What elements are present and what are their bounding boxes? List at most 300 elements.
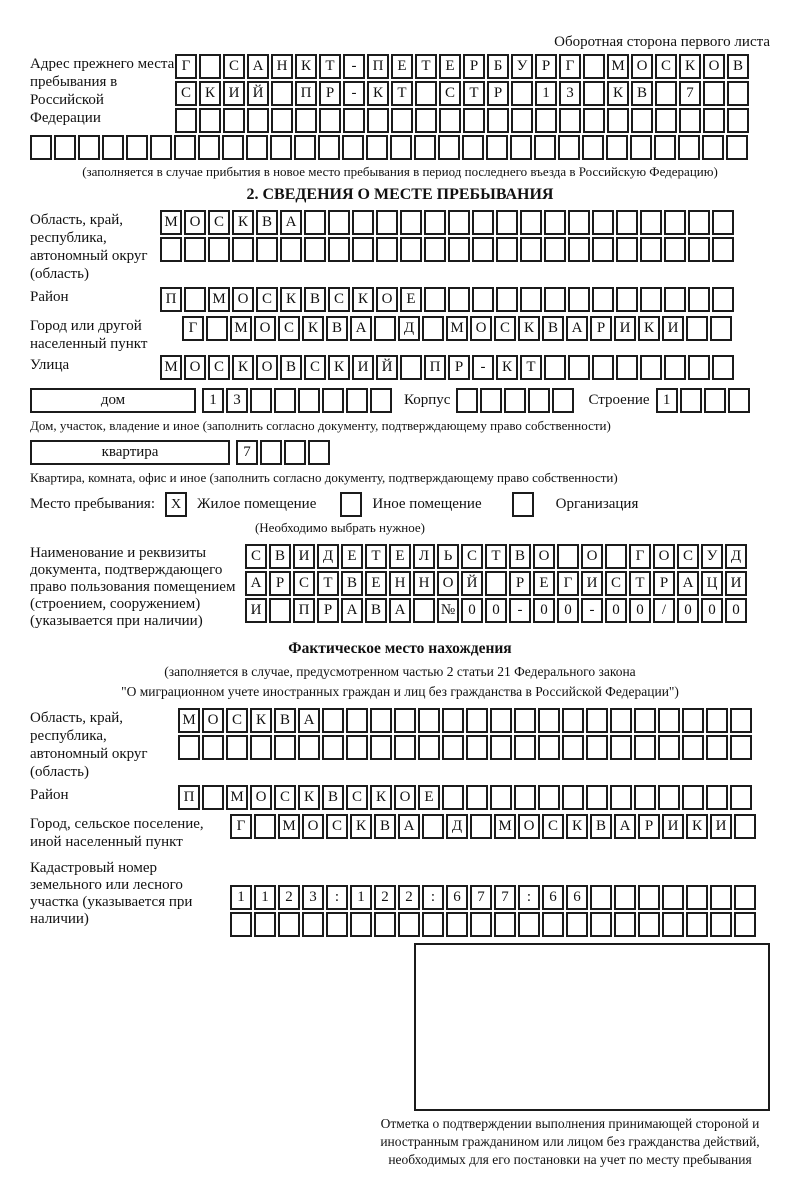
char-box[interactable] — [424, 210, 446, 235]
char-box[interactable] — [520, 210, 542, 235]
char-box[interactable] — [391, 108, 413, 133]
char-box[interactable] — [544, 237, 566, 262]
char-box[interactable] — [544, 355, 566, 380]
char-box[interactable] — [208, 237, 230, 262]
char-box[interactable]: О — [256, 355, 278, 380]
char-box[interactable] — [350, 912, 372, 937]
char-box[interactable]: Е — [418, 785, 440, 810]
char-box[interactable] — [730, 708, 752, 733]
char-box[interactable]: К — [350, 814, 372, 839]
char-box[interactable] — [398, 912, 420, 937]
char-box[interactable]: С — [542, 814, 564, 839]
char-box[interactable]: М — [226, 785, 248, 810]
char-box[interactable]: И — [725, 571, 747, 596]
char-box[interactable]: И — [293, 544, 315, 569]
char-box[interactable]: : — [518, 885, 540, 910]
char-box[interactable]: А — [677, 571, 699, 596]
char-box[interactable]: О — [184, 210, 206, 235]
char-box[interactable]: 0 — [557, 598, 579, 623]
char-box[interactable] — [304, 210, 326, 235]
char-box[interactable] — [568, 287, 590, 312]
char-box[interactable] — [269, 598, 291, 623]
char-box[interactable] — [592, 287, 614, 312]
char-box[interactable] — [688, 355, 710, 380]
char-box[interactable] — [544, 287, 566, 312]
char-box[interactable]: К — [518, 316, 540, 341]
char-box[interactable]: К — [199, 81, 221, 106]
char-box[interactable]: С — [439, 81, 461, 106]
char-box[interactable] — [638, 912, 660, 937]
char-box[interactable] — [462, 135, 484, 160]
char-box[interactable] — [686, 885, 708, 910]
char-box[interactable] — [590, 912, 612, 937]
char-box[interactable] — [640, 287, 662, 312]
char-box[interactable]: О — [581, 544, 603, 569]
char-box[interactable]: С — [208, 355, 230, 380]
char-box[interactable] — [558, 135, 580, 160]
char-box[interactable] — [566, 912, 588, 937]
char-box[interactable]: 3 — [559, 81, 581, 106]
char-box[interactable]: М — [160, 355, 182, 380]
char-box[interactable]: К — [352, 287, 374, 312]
char-box[interactable]: 1 — [350, 885, 372, 910]
char-box[interactable]: А — [350, 316, 372, 341]
char-box[interactable]: О — [470, 316, 492, 341]
char-box[interactable] — [568, 210, 590, 235]
char-box[interactable]: В — [727, 54, 749, 79]
char-box[interactable] — [370, 388, 392, 413]
char-box[interactable] — [614, 885, 636, 910]
char-box[interactable]: М — [160, 210, 182, 235]
char-box[interactable]: А — [398, 814, 420, 839]
char-box[interactable]: : — [326, 885, 348, 910]
char-box[interactable] — [520, 237, 542, 262]
char-box[interactable]: Т — [463, 81, 485, 106]
char-box[interactable]: В — [322, 785, 344, 810]
char-box[interactable] — [486, 135, 508, 160]
char-box[interactable]: Е — [400, 287, 422, 312]
char-box[interactable] — [394, 735, 416, 760]
char-box[interactable] — [592, 210, 614, 235]
char-box[interactable]: О — [703, 54, 725, 79]
char-box[interactable] — [400, 237, 422, 262]
char-box[interactable]: - — [581, 598, 603, 623]
char-box[interactable]: С — [223, 54, 245, 79]
char-box[interactable] — [326, 912, 348, 937]
char-box[interactable]: Г — [230, 814, 252, 839]
char-box[interactable] — [728, 388, 750, 413]
char-box[interactable]: Т — [365, 544, 387, 569]
char-box[interactable] — [422, 912, 444, 937]
char-box[interactable] — [544, 210, 566, 235]
char-box[interactable] — [610, 735, 632, 760]
apartment-type-box[interactable]: квартира — [30, 440, 230, 465]
char-box[interactable] — [655, 108, 677, 133]
char-box[interactable] — [734, 885, 756, 910]
char-box[interactable]: С — [461, 544, 483, 569]
char-box[interactable] — [322, 735, 344, 760]
char-box[interactable]: А — [247, 54, 269, 79]
char-box[interactable] — [680, 388, 702, 413]
char-box[interactable] — [592, 237, 614, 262]
char-box[interactable]: Н — [389, 571, 411, 596]
char-box[interactable] — [463, 108, 485, 133]
char-box[interactable]: Г — [557, 571, 579, 596]
char-box[interactable]: В — [256, 210, 278, 235]
char-box[interactable]: Р — [590, 316, 612, 341]
char-box[interactable]: 6 — [542, 885, 564, 910]
char-box[interactable] — [295, 108, 317, 133]
char-box[interactable]: 7 — [236, 440, 258, 465]
char-box[interactable] — [271, 108, 293, 133]
char-box[interactable] — [734, 814, 756, 839]
char-box[interactable] — [730, 735, 752, 760]
char-box[interactable] — [370, 735, 392, 760]
char-box[interactable] — [706, 785, 728, 810]
char-box[interactable]: А — [566, 316, 588, 341]
char-box[interactable] — [442, 735, 464, 760]
char-box[interactable] — [511, 81, 533, 106]
char-box[interactable]: Р — [319, 81, 341, 106]
char-box[interactable] — [582, 135, 604, 160]
char-box[interactable]: К — [328, 355, 350, 380]
char-box[interactable]: 1 — [202, 388, 224, 413]
char-box[interactable] — [366, 135, 388, 160]
char-box[interactable] — [658, 708, 680, 733]
char-box[interactable] — [298, 735, 320, 760]
char-box[interactable]: В — [274, 708, 296, 733]
char-box[interactable] — [30, 135, 52, 160]
char-box[interactable]: В — [341, 571, 363, 596]
char-box[interactable]: Р — [463, 54, 485, 79]
char-box[interactable] — [504, 388, 526, 413]
char-box[interactable] — [688, 287, 710, 312]
char-box[interactable] — [704, 388, 726, 413]
char-box[interactable] — [616, 210, 638, 235]
char-box[interactable]: П — [295, 81, 317, 106]
char-box[interactable]: О — [232, 287, 254, 312]
char-box[interactable]: С — [677, 544, 699, 569]
char-box[interactable] — [616, 287, 638, 312]
char-box[interactable] — [367, 108, 389, 133]
char-box[interactable] — [370, 708, 392, 733]
char-box[interactable] — [607, 108, 629, 133]
char-box[interactable]: В — [590, 814, 612, 839]
stay-type-checkbox-organization[interactable] — [512, 492, 534, 517]
char-box[interactable]: С — [256, 287, 278, 312]
char-box[interactable] — [175, 108, 197, 133]
char-box[interactable] — [583, 54, 605, 79]
char-box[interactable] — [510, 135, 532, 160]
stay-type-checkbox-other[interactable] — [340, 492, 362, 517]
char-box[interactable]: - — [343, 54, 365, 79]
char-box[interactable] — [614, 912, 636, 937]
char-box[interactable] — [706, 708, 728, 733]
char-box[interactable] — [712, 237, 734, 262]
char-box[interactable] — [374, 912, 396, 937]
char-box[interactable]: 0 — [725, 598, 747, 623]
char-box[interactable]: В — [631, 81, 653, 106]
char-box[interactable] — [552, 388, 574, 413]
char-box[interactable]: Т — [317, 571, 339, 596]
char-box[interactable] — [298, 388, 320, 413]
char-box[interactable] — [634, 785, 656, 810]
char-box[interactable] — [374, 316, 396, 341]
char-box[interactable]: В — [374, 814, 396, 839]
char-box[interactable] — [352, 210, 374, 235]
char-box[interactable] — [688, 210, 710, 235]
char-box[interactable] — [605, 544, 627, 569]
char-box[interactable]: И — [223, 81, 245, 106]
char-box[interactable] — [150, 135, 172, 160]
char-box[interactable]: № — [437, 598, 459, 623]
char-box[interactable]: Д — [446, 814, 468, 839]
char-box[interactable]: К — [370, 785, 392, 810]
char-box[interactable]: Ц — [701, 571, 723, 596]
char-box[interactable] — [712, 355, 734, 380]
char-box[interactable]: Л — [413, 544, 435, 569]
char-box[interactable]: 3 — [226, 388, 248, 413]
char-box[interactable]: 1 — [254, 885, 276, 910]
char-box[interactable]: С — [245, 544, 267, 569]
char-box[interactable]: В — [542, 316, 564, 341]
char-box[interactable] — [422, 316, 444, 341]
char-box[interactable] — [346, 708, 368, 733]
char-box[interactable] — [415, 108, 437, 133]
char-box[interactable]: Т — [415, 54, 437, 79]
char-box[interactable]: К — [686, 814, 708, 839]
char-box[interactable]: К — [232, 355, 254, 380]
char-box[interactable]: С — [175, 81, 197, 106]
char-box[interactable] — [606, 135, 628, 160]
char-box[interactable]: А — [341, 598, 363, 623]
char-box[interactable] — [710, 885, 732, 910]
char-box[interactable] — [485, 571, 507, 596]
char-box[interactable] — [686, 316, 708, 341]
char-box[interactable] — [322, 388, 344, 413]
char-box[interactable] — [472, 210, 494, 235]
char-box[interactable] — [664, 287, 686, 312]
char-box[interactable]: С — [605, 571, 627, 596]
char-box[interactable] — [514, 735, 536, 760]
char-box[interactable] — [634, 735, 656, 760]
char-box[interactable] — [470, 912, 492, 937]
char-box[interactable] — [274, 735, 296, 760]
char-box[interactable] — [487, 108, 509, 133]
char-box[interactable] — [294, 135, 316, 160]
char-box[interactable] — [198, 135, 220, 160]
char-box[interactable] — [568, 355, 590, 380]
char-box[interactable] — [400, 355, 422, 380]
char-box[interactable] — [634, 708, 656, 733]
char-box[interactable]: Р — [638, 814, 660, 839]
char-box[interactable]: В — [326, 316, 348, 341]
char-box[interactable]: 6 — [446, 885, 468, 910]
char-box[interactable] — [278, 912, 300, 937]
char-box[interactable] — [442, 785, 464, 810]
char-box[interactable] — [496, 287, 518, 312]
char-box[interactable]: А — [245, 571, 267, 596]
char-box[interactable]: А — [389, 598, 411, 623]
char-box[interactable] — [586, 785, 608, 810]
char-box[interactable]: С — [328, 287, 350, 312]
char-box[interactable]: Т — [629, 571, 651, 596]
char-box[interactable] — [518, 912, 540, 937]
char-box[interactable] — [520, 287, 542, 312]
char-box[interactable] — [490, 708, 512, 733]
char-box[interactable] — [280, 237, 302, 262]
char-box[interactable]: : — [422, 885, 444, 910]
char-box[interactable]: М — [230, 316, 252, 341]
char-box[interactable]: С — [208, 210, 230, 235]
char-box[interactable] — [538, 735, 560, 760]
char-box[interactable] — [616, 237, 638, 262]
char-box[interactable]: К — [280, 287, 302, 312]
char-box[interactable]: К — [302, 316, 324, 341]
char-box[interactable]: Г — [182, 316, 204, 341]
char-box[interactable] — [730, 785, 752, 810]
char-box[interactable] — [352, 237, 374, 262]
char-box[interactable] — [610, 708, 632, 733]
char-box[interactable] — [542, 912, 564, 937]
char-box[interactable] — [302, 912, 324, 937]
char-box[interactable] — [466, 785, 488, 810]
char-box[interactable] — [557, 544, 579, 569]
char-box[interactable]: О — [184, 355, 206, 380]
char-box[interactable]: В — [280, 355, 302, 380]
char-box[interactable] — [174, 135, 196, 160]
char-box[interactable] — [610, 785, 632, 810]
char-box[interactable] — [206, 316, 228, 341]
char-box[interactable] — [654, 135, 676, 160]
char-box[interactable] — [662, 885, 684, 910]
char-box[interactable] — [246, 135, 268, 160]
char-box[interactable]: К — [298, 785, 320, 810]
char-box[interactable] — [304, 237, 326, 262]
char-box[interactable]: Е — [391, 54, 413, 79]
char-box[interactable] — [308, 440, 330, 465]
char-box[interactable] — [184, 287, 206, 312]
char-box[interactable]: Е — [341, 544, 363, 569]
char-box[interactable] — [319, 108, 341, 133]
char-box[interactable]: 3 — [302, 885, 324, 910]
char-box[interactable]: - — [472, 355, 494, 380]
char-box[interactable]: Т — [391, 81, 413, 106]
char-box[interactable]: П — [160, 287, 182, 312]
char-box[interactable]: К — [638, 316, 660, 341]
char-box[interactable] — [514, 708, 536, 733]
char-box[interactable] — [424, 287, 446, 312]
char-box[interactable] — [102, 135, 124, 160]
char-box[interactable] — [230, 912, 252, 937]
char-box[interactable]: Й — [461, 571, 483, 596]
char-box[interactable] — [126, 135, 148, 160]
char-box[interactable]: В — [304, 287, 326, 312]
char-box[interactable] — [562, 735, 584, 760]
char-box[interactable] — [199, 54, 221, 79]
char-box[interactable]: О — [653, 544, 675, 569]
char-box[interactable] — [562, 708, 584, 733]
char-box[interactable] — [466, 708, 488, 733]
char-box[interactable] — [328, 237, 350, 262]
char-box[interactable] — [422, 814, 444, 839]
char-box[interactable]: Н — [413, 571, 435, 596]
char-box[interactable]: С — [278, 316, 300, 341]
char-box[interactable] — [414, 135, 436, 160]
char-box[interactable] — [480, 388, 502, 413]
char-box[interactable]: С — [494, 316, 516, 341]
char-box[interactable] — [712, 210, 734, 235]
char-box[interactable]: Б — [487, 54, 509, 79]
char-box[interactable]: Д — [725, 544, 747, 569]
char-box[interactable] — [400, 210, 422, 235]
char-box[interactable]: 0 — [485, 598, 507, 623]
char-box[interactable]: К — [679, 54, 701, 79]
char-box[interactable]: Е — [533, 571, 555, 596]
char-box[interactable]: У — [701, 544, 723, 569]
char-box[interactable] — [658, 735, 680, 760]
char-box[interactable] — [664, 237, 686, 262]
char-box[interactable] — [640, 237, 662, 262]
char-box[interactable] — [494, 912, 516, 937]
char-box[interactable]: С — [326, 814, 348, 839]
char-box[interactable] — [630, 135, 652, 160]
char-box[interactable] — [706, 735, 728, 760]
char-box[interactable] — [342, 135, 364, 160]
char-box[interactable] — [686, 912, 708, 937]
char-box[interactable]: С — [346, 785, 368, 810]
char-box[interactable] — [592, 355, 614, 380]
char-box[interactable]: Т — [319, 54, 341, 79]
char-box[interactable]: М — [178, 708, 200, 733]
char-box[interactable]: В — [509, 544, 531, 569]
char-box[interactable]: О — [302, 814, 324, 839]
char-box[interactable]: О — [394, 785, 416, 810]
house-type-box[interactable]: дом — [30, 388, 196, 413]
char-box[interactable] — [583, 81, 605, 106]
char-box[interactable] — [562, 785, 584, 810]
char-box[interactable]: 0 — [461, 598, 483, 623]
char-box[interactable]: 0 — [677, 598, 699, 623]
char-box[interactable]: О — [631, 54, 653, 79]
char-box[interactable] — [448, 287, 470, 312]
char-box[interactable] — [702, 135, 724, 160]
char-box[interactable]: П — [424, 355, 446, 380]
char-box[interactable] — [260, 440, 282, 465]
char-box[interactable] — [254, 912, 276, 937]
char-box[interactable] — [682, 785, 704, 810]
char-box[interactable]: 0 — [629, 598, 651, 623]
char-box[interactable] — [470, 814, 492, 839]
char-box[interactable] — [438, 135, 460, 160]
char-box[interactable] — [528, 388, 550, 413]
char-box[interactable] — [727, 81, 749, 106]
char-box[interactable] — [178, 735, 200, 760]
char-box[interactable] — [160, 237, 182, 262]
char-box[interactable]: - — [343, 81, 365, 106]
char-box[interactable]: И — [662, 316, 684, 341]
char-box[interactable]: И — [581, 571, 603, 596]
char-box[interactable]: К — [295, 54, 317, 79]
char-box[interactable]: И — [245, 598, 267, 623]
char-box[interactable]: В — [365, 598, 387, 623]
char-box[interactable]: О — [250, 785, 272, 810]
char-box[interactable]: Т — [485, 544, 507, 569]
char-box[interactable]: Р — [269, 571, 291, 596]
char-box[interactable]: А — [280, 210, 302, 235]
char-box[interactable] — [256, 237, 278, 262]
char-box[interactable]: С — [226, 708, 248, 733]
